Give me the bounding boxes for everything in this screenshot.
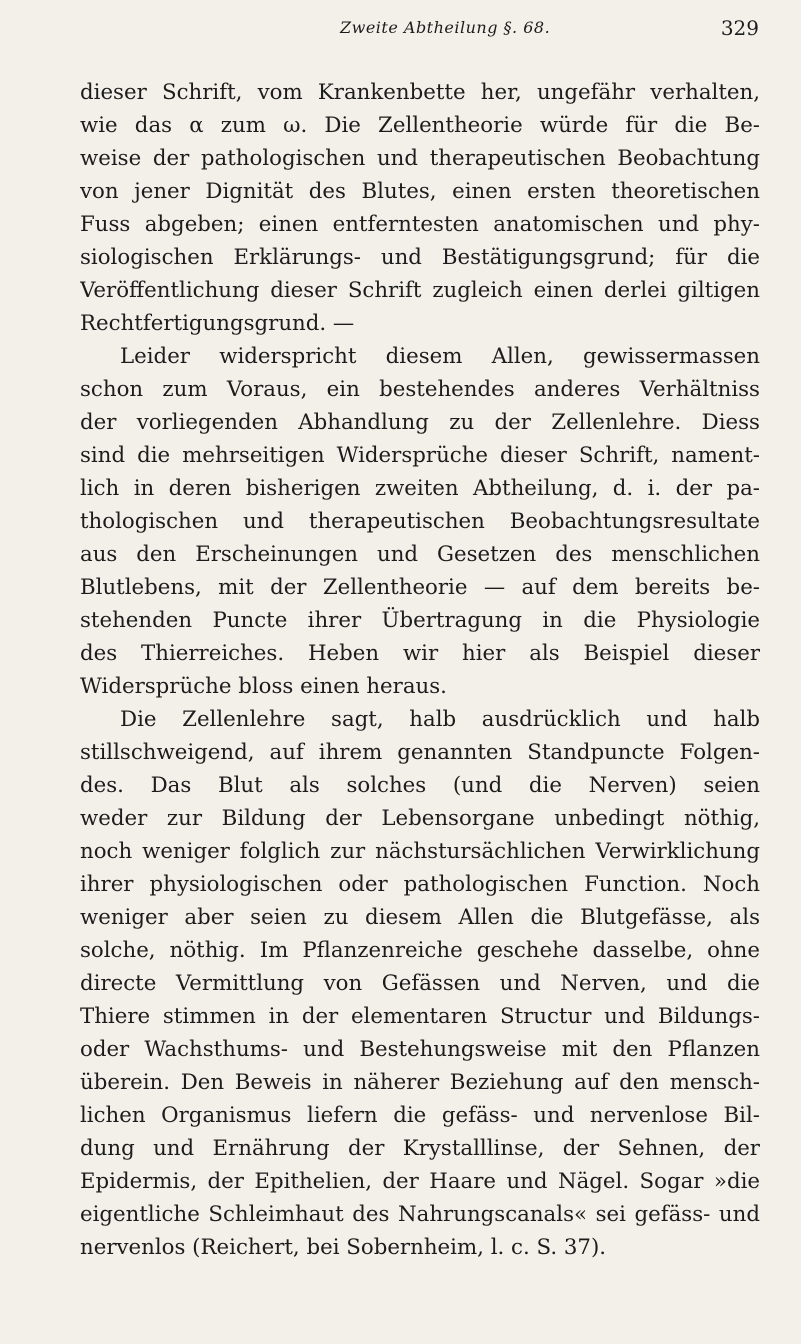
text-line: Widersprüche bloss einen heraus. — [80, 674, 447, 699]
text-line: aus den Erscheinungen und Gesetzen des menschlichen — [80, 542, 760, 567]
text-line: Leider widerspricht diesem Allen, gewissermassen — [120, 344, 760, 369]
text-line: dieser Schrift, vom Krankenbette her, ungefähr verhalten, — [80, 80, 760, 105]
text-line: von jener Dignität des Blutes, einen ersten theoretischen — [80, 179, 760, 204]
text-line: weise der pathologischen und therapeutischen Beobachtung — [80, 146, 760, 171]
text-line: Thiere stimmen in der elementaren Structur und Bildungs- — [80, 1004, 760, 1029]
text-line: lichen Organismus liefern die gefäss- und nervenlose Bil- — [80, 1103, 760, 1128]
text-line: noch weniger folglich zur nächstursächlichen Verwirklichung — [80, 839, 760, 864]
text-line: des. Das Blut als solches (und die Nerven) seien — [80, 773, 760, 798]
page-number: 329 — [720, 16, 759, 40]
text-line: eigentliche Schleimhaut des Nahrungscanals« sei gefäss- und — [80, 1202, 760, 1227]
text-line: oder Wachsthums- und Bestehungsweise mit den Pflanzen — [80, 1037, 760, 1062]
text-line: schon zum Voraus, ein bestehendes anderes Verhältniss — [80, 377, 760, 402]
text-line: Blutlebens, mit der Zellentheorie — auf dem bereits be- — [80, 575, 760, 600]
text-line: solche, nöthig. Im Pflanzenreiche geschehe dasselbe, ohne — [80, 938, 760, 963]
running-title: Zweite Abtheilung §. 68. — [340, 18, 551, 37]
text-line: des Thierreiches. Heben wir hier als Beispiel dieser — [80, 641, 760, 666]
text-line: der vorliegenden Abhandlung zu der Zellenlehre. Diess — [80, 410, 760, 435]
body-text — [80, 76, 760, 1264]
text-line: überein. Den Beweis in näherer Beziehung auf den mensch- — [80, 1070, 760, 1095]
text-line: Veröffentlichung dieser Schrift zugleich einen derlei giltigen — [80, 278, 760, 303]
text-line: ihrer physiologischen oder pathologischen Function. Noch — [80, 872, 760, 897]
text-line: stehenden Puncte ihrer Übertragung in die Physiologie — [80, 608, 760, 633]
text-line: sind die mehrseitigen Widersprüche dieser Schrift, nament- — [80, 443, 760, 468]
text-line: thologischen und therapeutischen Beobachtungsresultate — [80, 509, 760, 534]
text-line: Rechtfertigungsgrund. — — [80, 311, 355, 336]
text-line: weniger aber seien zu diesem Allen die Blutgefässe, als — [80, 905, 760, 930]
text-line: lich in deren bisherigen zweiten Abtheilung, d. i. der pa- — [80, 476, 760, 501]
text-line: Epidermis, der Epithelien, der Haare und Nägel. Sogar »die — [80, 1169, 760, 1194]
text-line: dung und Ernährung der Krystalllinse, der Sehnen, der — [80, 1136, 760, 1161]
text-line: wie das α zum ω. Die Zellentheorie würde für die Be- — [80, 113, 760, 138]
text-line: nervenlos (Reichert, bei Sobernheim, l. c. S. 37). — [80, 1235, 607, 1260]
text-line: stillschweigend, auf ihrem genannten Standpuncte Folgen- — [80, 740, 760, 765]
text-line: directe Vermittlung von Gefässen und Nerven, und die — [80, 971, 760, 996]
text-line: Die Zellenlehre sagt, halb ausdrücklich und halb — [120, 707, 760, 732]
page-header — [0, 16, 801, 46]
text-line: Fuss abgeben; einen entferntesten anatomischen und phy- — [80, 212, 760, 237]
text-line: siologischen Erklärungs- und Bestätigungsgrund; für die — [80, 245, 760, 270]
text-line: weder zur Bildung der Lebensorgane unbedingt nöthig, — [80, 806, 760, 831]
